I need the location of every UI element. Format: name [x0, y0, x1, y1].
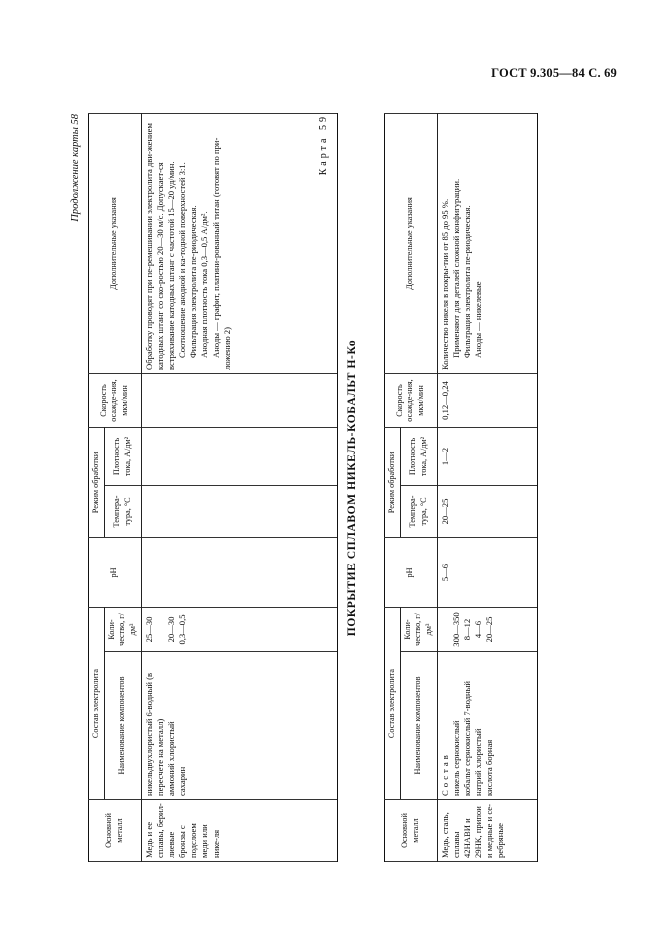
quantity-item: 25—30 — [143, 616, 154, 643]
components-cell — [141, 652, 337, 800]
component-item: кислота борная — [484, 739, 495, 796]
notes-cell — [437, 114, 537, 374]
header-mode: Режим обработки — [385, 428, 401, 538]
ph-cell: 5—6 — [437, 538, 537, 608]
header-component-name: Наименование компонентов — [104, 652, 141, 800]
note-paragraph: Аноды — никелевые — [473, 281, 484, 358]
current-density-cell — [141, 428, 337, 486]
header-notes: Дополнительные указания — [89, 114, 142, 374]
card59-label: Карта 59 — [318, 114, 329, 176]
header-deposition-rate: Скорость осажде-ния, мкм/мин — [385, 374, 438, 428]
header-temperature: Темпера-тура, °С — [400, 486, 437, 538]
ph-cell — [141, 538, 337, 608]
current-density-cell: 1—2 — [437, 428, 537, 486]
note-paragraph: Обработку проводят при пе-ремешивании электролита дви-жением катодных штанг со ско-ростью 20—30 м/с. Допускает-ся встряхивание катодных штанг с частотой 15—20 уд/мин. — [143, 123, 176, 370]
deposition-rate-cell — [141, 374, 337, 428]
deposition-rate-cell: 0,12—0,24 — [437, 374, 537, 428]
temperature-cell: 20—25 — [437, 486, 537, 538]
base-metal-cell: Медь и ее сплавы, берил-лиевые бронзы с подслоем меди или нике-ля — [141, 800, 337, 862]
page-header: ГОСТ 9.305—84 С. 69 — [491, 66, 617, 80]
quantity-item: 0,3—0,5 — [176, 614, 187, 645]
card59-table — [384, 113, 538, 862]
header-electrolyte: Состав электролита — [385, 608, 401, 800]
component-item: сахарин — [177, 766, 188, 796]
header-mode: Режим обработки — [89, 428, 105, 538]
table-row — [437, 114, 537, 862]
temperature-cell — [141, 486, 337, 538]
quantities-cell — [437, 608, 537, 652]
components-cell — [437, 652, 537, 800]
header-current-density: Плотность тока, А/дм² — [400, 428, 437, 486]
header-ph: pH — [385, 538, 438, 608]
header-notes: Дополнительные указания — [385, 114, 438, 374]
header-deposition-rate: Скорость осажде-ния, мкм/мин — [89, 374, 142, 428]
quantity-item: 300—350 — [450, 612, 461, 647]
note-paragraph: Соотношение анодной и ка-тодной поверхностей 3:1. — [177, 162, 188, 358]
quantity-item: 4—6 — [472, 620, 483, 639]
header-component-name: Наименование компонентов — [400, 652, 437, 800]
card59-title: ПОКРЫТИЕ СПЛАВОМ НИКЕЛЬ-КОБАЛЬТ Н-Ко — [346, 339, 358, 637]
component-item: натрий хлористый — [473, 728, 484, 796]
table-row — [141, 114, 337, 862]
header-current-density: Плотность тока, А/дм² — [104, 428, 141, 486]
note-paragraph: Применяют для деталей сложной конфигурации. — [450, 178, 461, 358]
quantity-item: 20—30 — [165, 616, 176, 643]
composition-label: Состав — [439, 752, 450, 796]
note-paragraph: Количество никеля в покры-тии от 85 до 95 %. — [439, 198, 450, 370]
note-paragraph: Фильтрация электролита пе-риодическая. — [461, 205, 472, 358]
quantity-item: 20—25 — [484, 616, 495, 643]
component-item: никельдвухлористый 6-водный (в пересчете на металл) — [143, 672, 165, 796]
note-paragraph: Анодная плотность тока 0,3—0,5 А/дм². — [199, 211, 210, 358]
note-paragraph: Аноды — графит, платини-рованный титан (готовят по при-ложению 2) — [210, 137, 232, 370]
base-metal-cell: Медь, сталь, сплавы 42НАВИ и 29НК, припои и медные и се-ребряные — [437, 800, 537, 862]
component-item: кобальт сернокислый 7-водный — [461, 681, 472, 796]
header-base-metal: Основной металл — [89, 800, 142, 862]
rotated-content — [70, 110, 590, 866]
header-quantity: Коли-чество, г/дм³ — [104, 608, 141, 652]
quantities-cell — [141, 608, 337, 652]
header-quantity: Коли-чество, г/дм³ — [400, 608, 437, 652]
header-ph: pH — [89, 538, 142, 608]
header-temperature: Темпера-тура, °С — [104, 486, 141, 538]
component-item: никель сернокислый — [450, 720, 461, 796]
note-paragraph: Фильтрация электролита пе-риодическая. — [188, 205, 199, 358]
header-electrolyte: Состав электролита — [89, 608, 105, 800]
continuation-caption: Продолжение карты 58 — [70, 114, 81, 222]
quantity-item: 8—12 — [461, 618, 472, 641]
notes-cell — [141, 114, 337, 374]
header-base-metal: Основной металл — [385, 800, 438, 862]
component-item: аммоний хлористый — [165, 721, 176, 796]
card58-table — [88, 113, 338, 862]
